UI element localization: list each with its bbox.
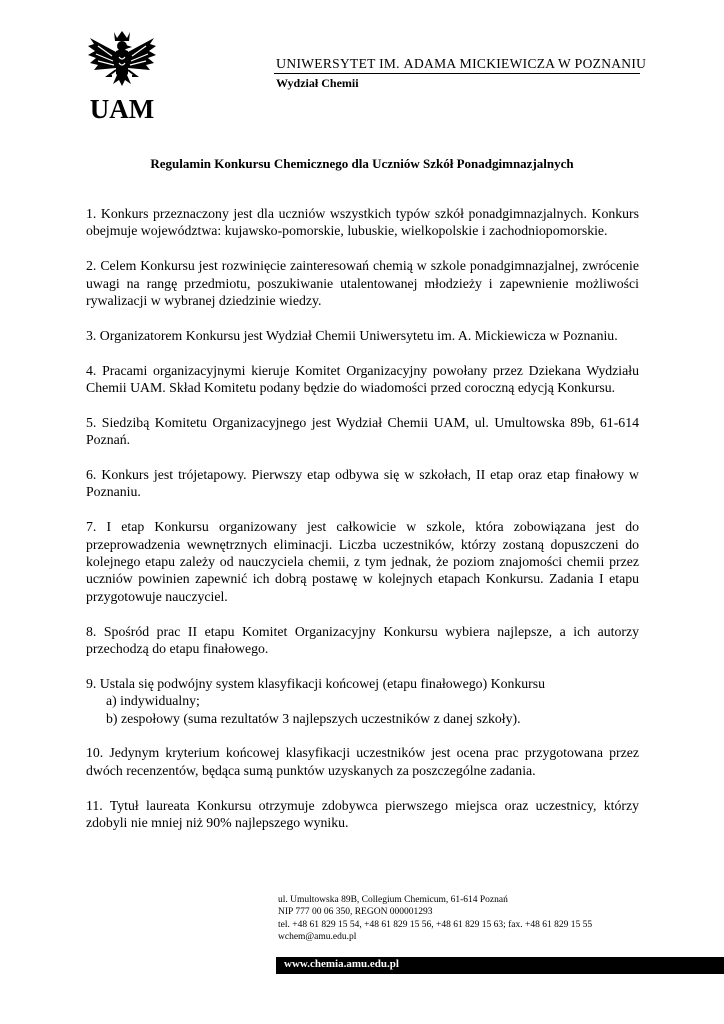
footer-address: ul. Umultowska 89B, Collegium Chemicum, 61-614 Poznań xyxy=(278,895,508,905)
university-name-part: NIWERSYTET IM. xyxy=(286,56,404,71)
footer-nip: NIP 777 00 06 350, REGON 000001293 xyxy=(278,907,433,918)
faculty-name: Wydział Chemii xyxy=(276,76,359,90)
svg-text:UAM: UAM xyxy=(89,94,155,122)
paragraph-6: 6. Konkurs jest trójetapowy. Pierwszy etap odbywa się w szkołach, II etap oraz etap finałowy w Poznaniu. xyxy=(86,467,639,500)
university-name-part: DAMA xyxy=(413,56,460,71)
paragraph-9 xyxy=(86,675,639,727)
contact-footer xyxy=(278,894,592,944)
paragraph-8: 8. Spośród prac II etapu Komitet Organizacyjny Konkursu wybiera najlepsze, a ich autorzy przechodzą do etapu finałowego. xyxy=(86,623,639,657)
eagle-crest-icon xyxy=(86,30,158,122)
footer-email[interactable]: wchem@amu.edu.pl xyxy=(278,932,357,943)
paragraph-9-intro: 9. Ustala się podwójny system klasyfikacji końcowej (etapu finałowego) Konkursu xyxy=(86,675,546,691)
paragraph-1: 1. Konkurs przeznaczony jest dla uczniów wszystkich typów szkół ponadgimnazjalnych. Konkurs obejmuje województwa: kujawsko-pomorskie, lubuskie, wielkopolskie i zachodniopomorskie. xyxy=(86,206,639,239)
university-name-part: A xyxy=(403,57,414,72)
paragraph-5: 5. Siedzibą Komitetu Organizacyjnego jest Wydział Chemii UAM, ul. Umultowska 89b, 61-614 Poznań. xyxy=(86,414,639,448)
website-bar xyxy=(276,957,724,974)
paragraph-3: 3. Organizatorem Konkursu jest Wydział Chemii Uniwersytetu im. A. Mickiewicza w Poznaniu. xyxy=(86,327,618,343)
paragraph-7: 7. I etap Konkursu organizowany jest całkowicie w szkole, która zobowiązana jest do przeprowadzenia wewnętrznych eliminacji. Liczba uczestników, którzy zostaną dopuszczeni do kolejnego etapu zależy od nauczyciela chemii, z tym jednak, że poziom znajomości chemii przez uczniów powinien zapewnić ich dobrą postawę w kolejnych etapach Konkursu. Zadania I etapu przygotowuje nauczyciel. xyxy=(86,519,639,604)
paragraph-11: 11. Tytuł laureata Konkursu otrzymuje zdobywca pierwszego miejsca oraz uczestnicy, którzy zdobyli nie mniej niż 90% najlepszego wyniku. xyxy=(86,797,639,831)
header-divider xyxy=(274,73,640,74)
university-name-part: ICKIEWICZA W xyxy=(472,56,575,71)
paragraph-4: 4. Pracami organizacyjnymi kieruje Komitet Organizacyjny powołany przez Dziekana Wydziału Chemii UAM. Skład Komitetu podany będzie do wiadomości przed coroczną edycją Konkursu. xyxy=(86,362,639,396)
paragraph-9-option-a: a) indywidualny; xyxy=(106,693,200,709)
paragraph-2: 2. Celem Konkursu jest rozwinięcie zainteresowań chemią w szkole ponadgimnazjalnej, zwrócenie uwagi na rangę przedmiotu, poszukiwanie utalentowanej młodzieży i zapewnienie możliwości rywalizacji w wybranej dziedzinie wiedzy. xyxy=(86,258,639,309)
university-name-part: P xyxy=(574,57,583,72)
university-name xyxy=(276,56,646,73)
university-name-part: U xyxy=(276,57,287,72)
paragraph-10: 10. Jedynym kryterium końcowej klasyfikacji uczestników jest ocena prac przygotowana przez dwóch recenzentów, będąca sumą punktów uzyskanych za poszczególne zadania. xyxy=(86,745,639,778)
paragraph-9-option-b: b) zespołowy (suma rezultatów 3 najlepszych uczestników z danej szkoły). xyxy=(106,710,521,726)
university-name-part: M xyxy=(459,57,473,72)
website-link[interactable]: www.chemia.amu.edu.pl xyxy=(284,958,399,970)
footer-phones: tel. +48 61 829 15 54, +48 61 829 15 56, +48 61 829 15 63; fax. +48 61 829 15 55 xyxy=(278,919,593,930)
regulations-body xyxy=(86,205,639,831)
university-name-part: OZNANIU xyxy=(582,56,647,71)
document-title: Regulamin Konkursu Chemicznego dla Uczniów Szkół Ponadgimnazjalnych xyxy=(150,156,574,171)
university-logo xyxy=(86,30,158,122)
